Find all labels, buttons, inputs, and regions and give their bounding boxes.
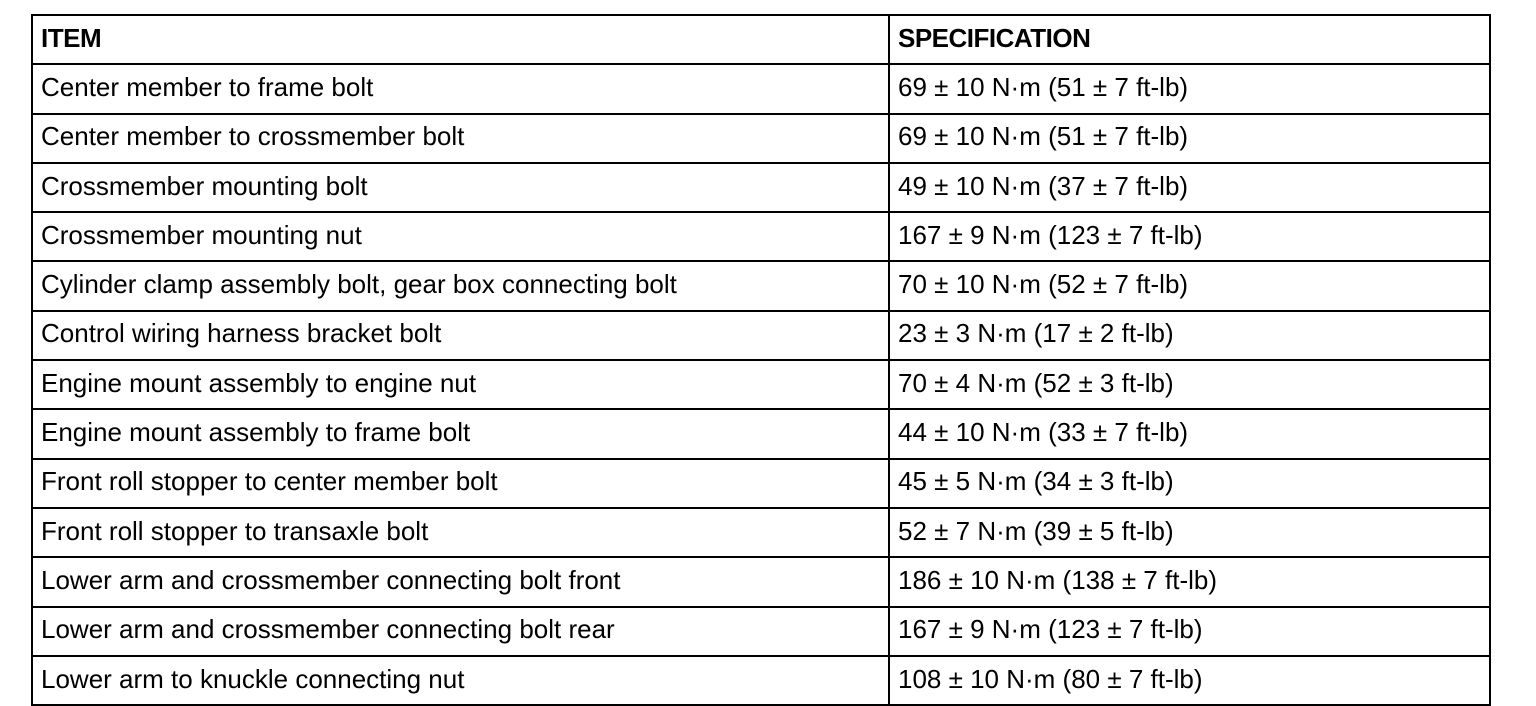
table-row [32, 212, 1490, 261]
item-cell: Control wiring harness bracket bolt [32, 311, 889, 360]
item-cell: Lower arm to knuckle connecting nut [32, 656, 889, 705]
table-header [32, 15, 1490, 64]
specification-cell: 23 ± 3 N·m (17 ± 2 ft-lb) [889, 311, 1490, 360]
item-cell: Lower arm and crossmember connecting bolt rear [32, 607, 889, 656]
item-cell: Front roll stopper to transaxle bolt [32, 508, 889, 557]
item-cell: Center member to crossmember bolt [32, 114, 889, 163]
item-cell: Front roll stopper to center member bolt [32, 459, 889, 508]
table-row [32, 64, 1490, 113]
specification-cell: 45 ± 5 N·m (34 ± 3 ft-lb) [889, 459, 1490, 508]
table-body [32, 64, 1490, 705]
specification-cell: 186 ± 10 N·m (138 ± 7 ft-lb) [889, 557, 1490, 606]
table-row [32, 508, 1490, 557]
specification-cell: 167 ± 9 N·m (123 ± 7 ft-lb) [889, 607, 1490, 656]
specification-cell: 108 ± 10 N·m (80 ± 7 ft-lb) [889, 656, 1490, 705]
table-row [32, 656, 1490, 705]
table-row [32, 261, 1490, 310]
specification-cell: 70 ± 10 N·m (52 ± 7 ft-lb) [889, 261, 1490, 310]
column-header-item: ITEM [32, 15, 889, 64]
header-row [32, 15, 1490, 64]
table-row [32, 311, 1490, 360]
specification-cell: 49 ± 10 N·m (37 ± 7 ft-lb) [889, 163, 1490, 212]
table-row [32, 163, 1490, 212]
specification-cell: 70 ± 4 N·m (52 ± 3 ft-lb) [889, 360, 1490, 409]
column-header-specification: SPECIFICATION [889, 15, 1490, 64]
specification-cell: 69 ± 10 N·m (51 ± 7 ft-lb) [889, 114, 1490, 163]
table-row [32, 607, 1490, 656]
specification-cell: 44 ± 10 N·m (33 ± 7 ft-lb) [889, 409, 1490, 458]
item-cell: Engine mount assembly to engine nut [32, 360, 889, 409]
torque-specification-table [31, 14, 1491, 706]
item-cell: Engine mount assembly to frame bolt [32, 409, 889, 458]
table-row [32, 360, 1490, 409]
item-cell: Crossmember mounting nut [32, 212, 889, 261]
table-row [32, 557, 1490, 606]
specification-cell: 69 ± 10 N·m (51 ± 7 ft-lb) [889, 64, 1490, 113]
table-row [32, 459, 1490, 508]
specification-cell: 167 ± 9 N·m (123 ± 7 ft-lb) [889, 212, 1490, 261]
specification-cell: 52 ± 7 N·m (39 ± 5 ft-lb) [889, 508, 1490, 557]
item-cell: Lower arm and crossmember connecting bolt front [32, 557, 889, 606]
item-cell: Center member to frame bolt [32, 64, 889, 113]
table-row [32, 409, 1490, 458]
item-cell: Crossmember mounting bolt [32, 163, 889, 212]
item-cell: Cylinder clamp assembly bolt, gear box connecting bolt [32, 261, 889, 310]
table-row [32, 114, 1490, 163]
